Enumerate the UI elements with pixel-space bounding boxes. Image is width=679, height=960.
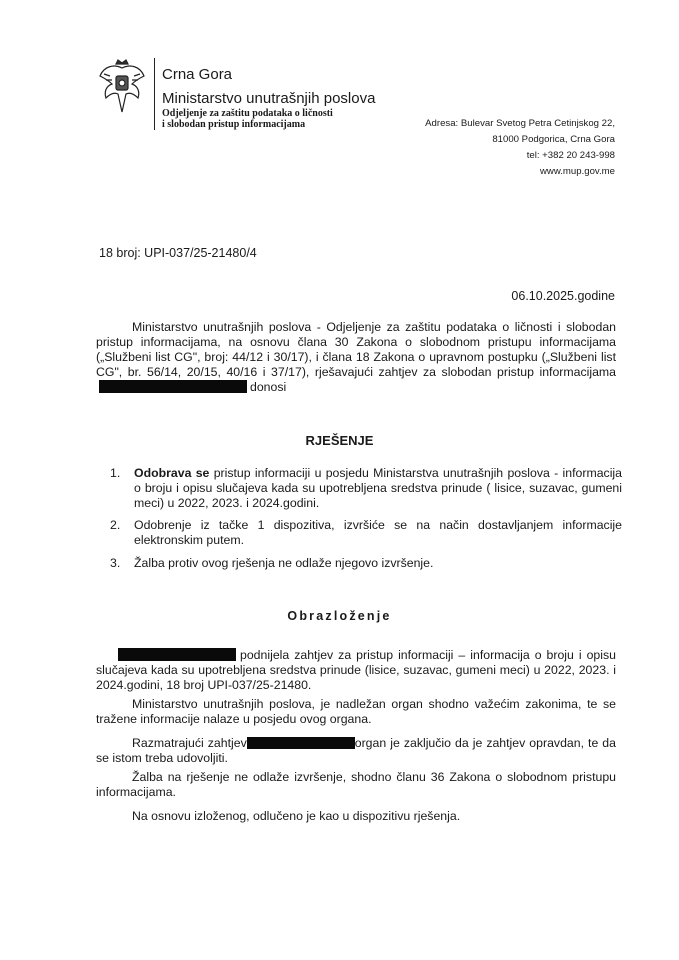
decision-title: RJEŠENJE <box>305 433 374 448</box>
reasoning-title: Obrazloženje <box>287 609 392 623</box>
item-text: Žalba protiv ovog rješenja ne odlaže njegovo izvršenje. <box>134 556 434 570</box>
item-number: 1. <box>110 466 121 480</box>
item-text: Odobrenje iz tačke 1 dispozitiva, izvršiće se na način dostavljanjem informacije elektronskim putem. <box>134 518 622 547</box>
item-body: pristup informaciji u posjedu Ministarstva unutrašnjih poslova - informacija o broju i opisu slučajeva kada su upotrebljena sredstva prinude ( lisice, suzavac, gumeni meci) u 2022, 2023. i 2024.godini. <box>134 466 623 510</box>
reasoning-paragraph-5: Na osnovu izloženog, odlučeno je kao u dispozitivu rješenja. <box>132 809 461 823</box>
intro-end: donosi <box>250 380 287 394</box>
intro-paragraph <box>96 320 616 395</box>
website-link: www.mup.gov.me <box>540 166 615 177</box>
item-number: 3. <box>110 556 121 570</box>
document-date: 06.10.2025.godine <box>511 289 615 303</box>
address-block <box>425 116 615 180</box>
department-line-2: i slobodan pristup informacijama <box>162 119 306 130</box>
item-bold-text: Odobrava se <box>134 466 210 480</box>
item-number: 2. <box>110 518 121 532</box>
phone-number: tel: +382 20 243-998 <box>526 150 615 161</box>
document-number: 18 broj: UPI-037/25-21480/4 <box>99 246 257 260</box>
reasoning-paragraph-4: Žalba na rješenje ne odlaže izvršenje, shodno članu 36 Zakona o slobodnom pristupu informacijama. <box>96 770 616 799</box>
address-city: 81000 Podgorica, Crna Gora <box>492 134 615 145</box>
department-line-1: Odjeljenje za zaštitu podataka o ličnosti <box>162 108 333 119</box>
reasoning-text-3a: Razmatrajući zahtjev <box>132 736 247 750</box>
redacted-name <box>99 380 247 393</box>
reasoning-paragraph-3 <box>96 736 616 766</box>
header-divider <box>154 58 155 130</box>
address-street: Adresa: Bulevar Svetog Petra Cetinjskog 22, <box>425 118 615 129</box>
ministry-name: Ministarstvo unutrašnjih poslova <box>162 90 376 107</box>
redacted-name <box>118 648 236 661</box>
coat-of-arms-icon <box>98 58 146 116</box>
redacted-name <box>247 737 355 749</box>
reasoning-paragraph-2: Ministarstvo unutrašnjih poslova, je nadležan organ shodno važećim zakonima, te se tražene informacije nalaze u posjedu ovog organa. <box>96 697 616 726</box>
department-name <box>162 108 333 130</box>
reasoning-text-1: podnijela zahtjev za pristup informaciji – informacija o broju i opisu slučajeva kada su upotrebljena sredstva prinude (lisice, suzavac, gumeni meci) u 2022, 2023. i 2024.godini, 18 broj UPI-037/25-21480. <box>96 648 616 692</box>
reasoning-text-3b: organ je zaključio da je zahtjev opravdan, te da se istom treba udovoljiti. <box>96 736 616 765</box>
reasoning-paragraph-1 <box>96 648 616 693</box>
country-name: Crna Gora <box>162 66 233 83</box>
item-text <box>134 466 622 511</box>
intro-text: Ministarstvo unutrašnjih poslova - Odjeljenje za zaštitu podataka o ličnosti i slobodan pristup informacijama, na osnovu člana 30 Zakona o slobodnom pristupu informacijama („Službeni list CG", broj: 44/12 i 30/17), i člana 18 Zakona o upravnom postupku („Službeni list CG", br. 56/14, 20/15, 40/16 i 37/17), rješavajući zahtjev za slobodan pristup informacijama <box>96 320 616 379</box>
